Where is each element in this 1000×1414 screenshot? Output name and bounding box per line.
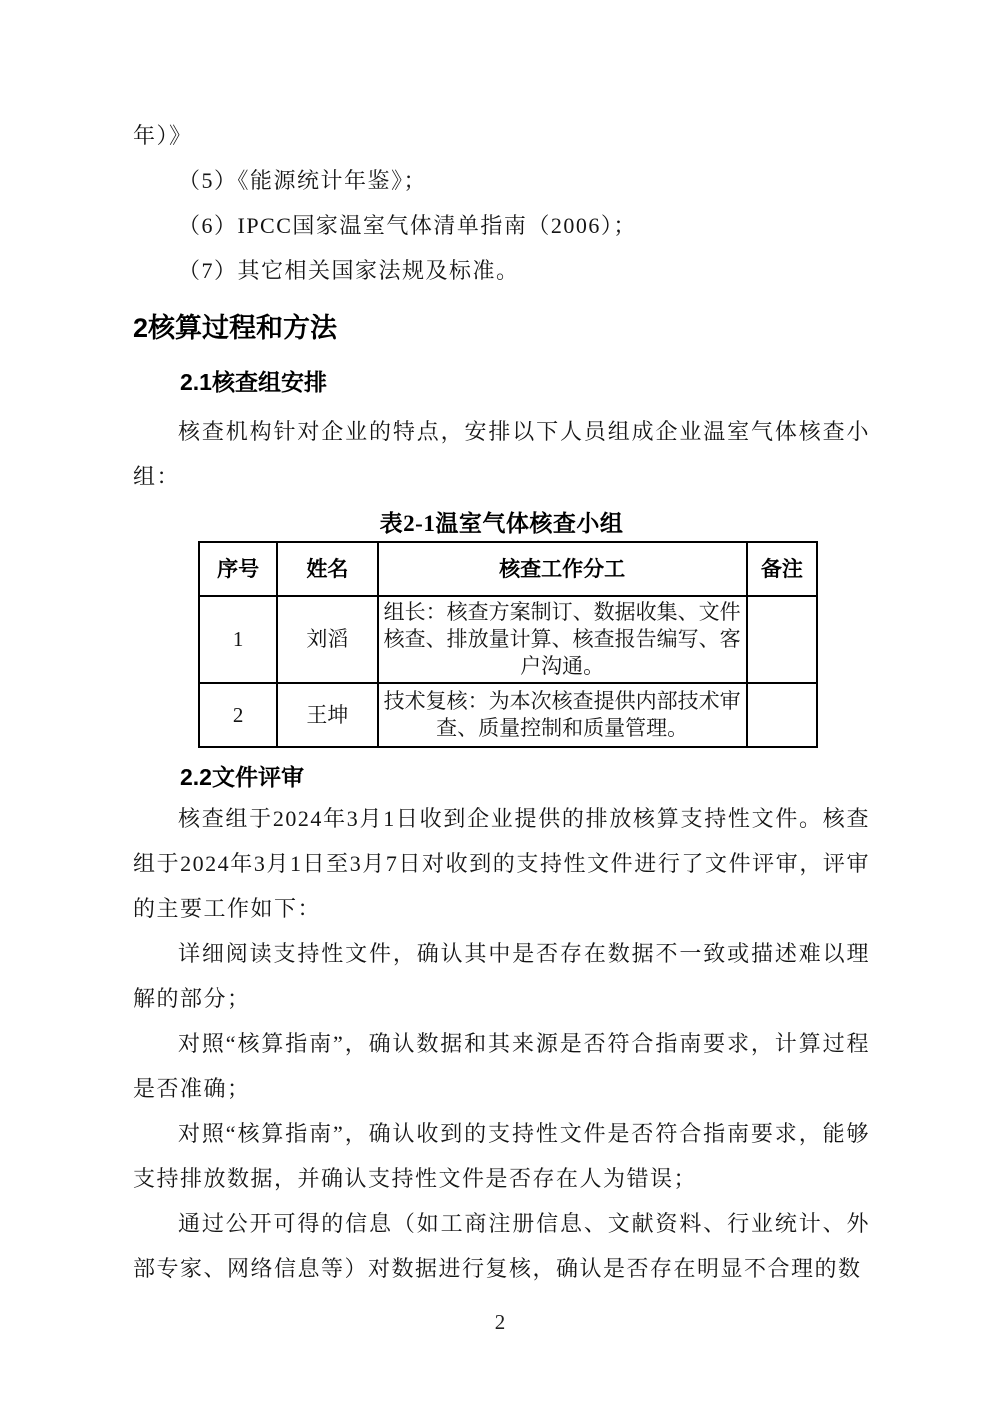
section-2-2-paragraph: 通过公开可得的信息（如工商注册信息、文献资料、行业统计、外部专家、网络信息等）对数据进行复核，确认是否存在明显不合理的数 <box>133 1211 870 1281</box>
cell-name: 王坤 <box>277 683 377 747</box>
continuation-line: 年）》 <box>133 123 193 148</box>
section-2-2-paragraph: 对照“核算指南”，确认收到的支持性文件是否符合指南要求，能够支持排放数据，并确认支持性文件是否存在人为错误； <box>133 1121 870 1191</box>
table-header-row <box>199 542 817 596</box>
table-row <box>199 596 817 683</box>
page-number: 2 <box>494 1310 506 1334</box>
section-2-2-paragraph: 详细阅读支持性文件，确认其中是否存在数据不一致或描述难以理解的部分； <box>133 941 870 1011</box>
reference-item-5: （5）《能源统计年鉴》； <box>178 168 428 193</box>
header-cell-duty: 核查工作分工 <box>378 542 747 596</box>
table-caption: 表2-1温室气体核查小组 <box>379 511 624 536</box>
cell-remark <box>747 683 817 747</box>
cell-no: 2 <box>199 683 277 747</box>
reference-item-6: （6）IPCC国家温室气体清单指南（2006）； <box>178 213 637 238</box>
header-cell-remark: 备注 <box>747 542 817 596</box>
verification-team-table <box>198 541 818 748</box>
cell-remark <box>747 596 817 683</box>
chapter-heading: 2核算过程和方法 <box>133 313 338 343</box>
reference-item-7: （7）其它相关国家法规及标准。 <box>178 258 520 283</box>
section-2-2-heading: 2.2文件评审 <box>180 764 304 790</box>
header-cell-name: 姓名 <box>277 542 377 596</box>
cell-duty: 组长：核查方案制订、数据收集、文件核查、排放量计算、核查报告编写、客户沟通。 <box>378 596 747 683</box>
cell-duty: 技术复核：为本次核查提供内部技术审查、质量控制和质量管理。 <box>378 683 747 747</box>
cell-no: 1 <box>199 596 277 683</box>
cell-name: 刘滔 <box>277 596 377 683</box>
section-2-1-heading: 2.1核查组安排 <box>180 369 327 395</box>
table-row <box>199 683 817 747</box>
section-2-1-paragraph: 核查机构针对企业的特点，安排以下人员组成企业温室气体核查小组： <box>133 419 870 489</box>
header-cell-no: 序号 <box>199 542 277 596</box>
section-2-2-paragraph: 核查组于2024年3月1日收到企业提供的排放核算支持性文件。核查组于2024年3月1日至3月7日对收到的支持性文件进行了文件评审，评审的主要工作如下： <box>133 806 870 921</box>
section-2-2-paragraph: 对照“核算指南”，确认数据和其来源是否符合指南要求，计算过程是否准确； <box>133 1031 870 1101</box>
